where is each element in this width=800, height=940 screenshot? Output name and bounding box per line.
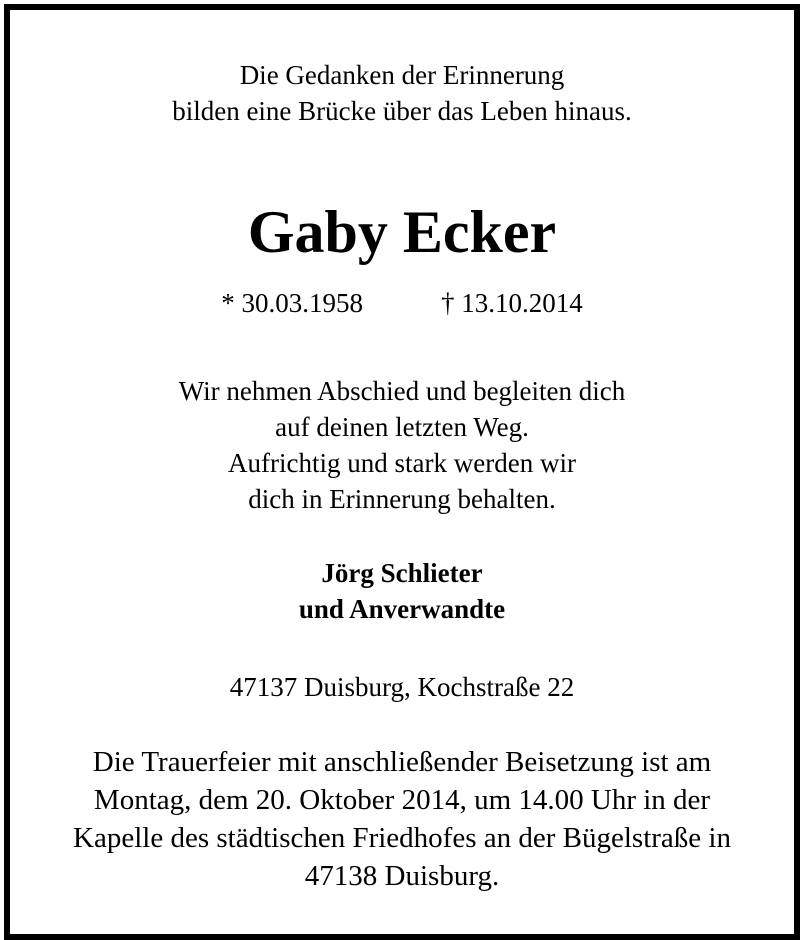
farewell-line-3: Aufrichtig und stark werden wir bbox=[228, 448, 576, 478]
ceremony-line-2: Montag, dem 20. Oktober 2014, um 14.00 Uhr in der bbox=[93, 784, 711, 816]
mourners-line-2: und Anverwandte bbox=[298, 594, 506, 624]
farewell-line-2: auf deinen letzten Weg. bbox=[275, 412, 529, 442]
death-date: † 13.10.2014 bbox=[441, 288, 583, 318]
ceremony-line-4: 47138 Duisburg. bbox=[304, 860, 500, 892]
obituary-notice bbox=[4, 4, 800, 940]
quote-line-2: bilden eine Brücke über das Leben hinaus. bbox=[172, 96, 632, 126]
farewell-line-1: Wir nehmen Abschied und begleiten dich bbox=[178, 376, 626, 406]
ceremony-line-1: Die Trauerfeier mit anschließender Beisetzung ist am bbox=[92, 746, 712, 778]
address: 47137 Duisburg, Kochstraße 22 bbox=[229, 672, 575, 702]
farewell-line-4: dich in Erinnerung behalten. bbox=[248, 484, 556, 514]
birth-date: * 30.03.1958 bbox=[221, 288, 363, 318]
mourners-line-1: Jörg Schlieter bbox=[321, 558, 483, 588]
quote-line-1: Die Gedanken der Erinnerung bbox=[239, 60, 565, 90]
life-dates bbox=[10, 288, 794, 319]
deceased-name: Gaby Ecker bbox=[247, 199, 557, 265]
ceremony-line-3: Kapelle des städtischen Friedhofes an der Bügelstraße in bbox=[73, 822, 731, 854]
